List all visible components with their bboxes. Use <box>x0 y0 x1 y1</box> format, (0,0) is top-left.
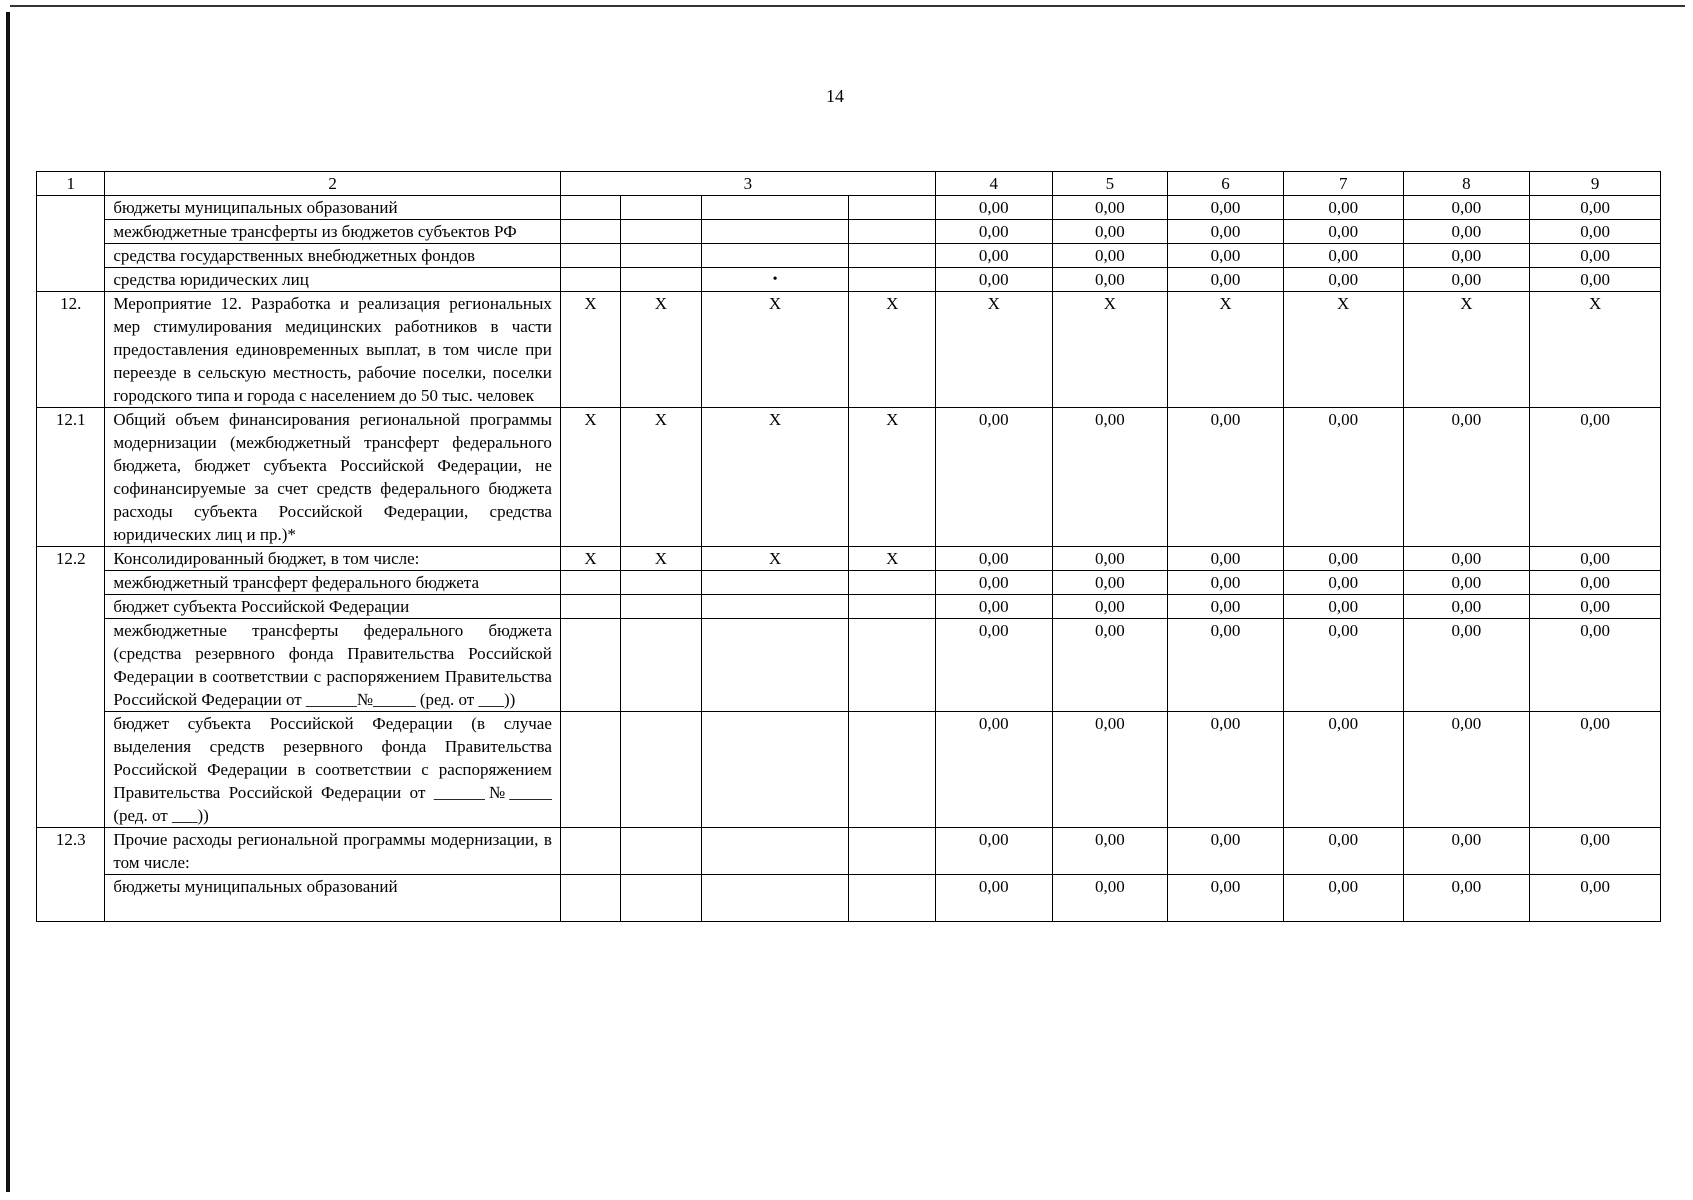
cell-empty <box>621 875 701 922</box>
cell-empty <box>560 712 620 828</box>
cell-empty <box>849 571 935 595</box>
value-cell: 0,00 <box>1168 244 1284 268</box>
row-number: 12.3 <box>37 828 105 922</box>
row-label-municipal-budgets: бюджеты муниципальных образований <box>105 196 561 220</box>
table-row <box>37 244 1661 268</box>
value-cell: 0,00 <box>1403 875 1530 922</box>
value-cell: 0,00 <box>1283 595 1403 619</box>
x-cell: Х <box>1530 292 1661 408</box>
cell-empty <box>560 268 620 292</box>
value-cell: 0,00 <box>1052 244 1168 268</box>
value-cell: 0,00 <box>1168 828 1284 875</box>
table-row <box>37 408 1661 547</box>
cell-empty <box>560 619 620 712</box>
value-cell: 0,00 <box>1530 196 1661 220</box>
cell-empty <box>621 268 701 292</box>
value-cell: 0,00 <box>1052 220 1168 244</box>
value-cell: 0,00 <box>935 196 1052 220</box>
row-label-subject-budget: бюджет субъекта Российской Федерации <box>105 595 561 619</box>
value-cell: 0,00 <box>1403 595 1530 619</box>
value-cell: 0,00 <box>1168 619 1284 712</box>
header-col-4: 4 <box>935 172 1052 196</box>
value-cell: 0,00 <box>1530 712 1661 828</box>
x-cell: Х <box>1283 292 1403 408</box>
value-cell: 0,00 <box>1283 408 1403 547</box>
x-cell: Х <box>701 547 849 571</box>
cell-empty <box>701 712 849 828</box>
value-cell: 0,00 <box>935 712 1052 828</box>
row-label-extrabudget-funds: средства государственных внебюджетных фондов <box>105 244 561 268</box>
value-cell: 0,00 <box>1168 196 1284 220</box>
cell-empty <box>849 712 935 828</box>
table-row <box>37 292 1661 408</box>
value-cell: 0,00 <box>1530 595 1661 619</box>
cell-empty <box>560 196 620 220</box>
value-cell: 0,00 <box>1403 408 1530 547</box>
cell-empty <box>621 244 701 268</box>
value-cell: 0,00 <box>1052 268 1168 292</box>
value-cell: 0,00 <box>1403 712 1530 828</box>
row-label-other-expenses: Прочие расходы региональной программы модернизации, в том числе: <box>105 828 561 875</box>
cell-empty <box>621 712 701 828</box>
value-cell: 0,00 <box>1052 196 1168 220</box>
cell-empty <box>560 595 620 619</box>
value-cell: 0,00 <box>935 828 1052 875</box>
cell-empty <box>849 828 935 875</box>
cell-empty <box>701 571 849 595</box>
table-row <box>37 547 1661 571</box>
cell-empty <box>560 571 620 595</box>
x-cell: Х <box>701 292 849 408</box>
x-cell: Х <box>1168 292 1284 408</box>
cell-empty <box>849 875 935 922</box>
value-cell: 0,00 <box>1403 268 1530 292</box>
row-label-measure-12: Мероприятие 12. Разработка и реализация региональных мер стимулирования медицинских работников в части предоставления единовременных выплат, в том числе при переезде в сельскую местность, рабочие поселки, поселки городского типа и города с населением до 50 тыс. человек <box>105 292 561 408</box>
cell-empty <box>849 196 935 220</box>
value-cell: 0,00 <box>1052 712 1168 828</box>
value-cell: 0,00 <box>1283 571 1403 595</box>
x-cell: Х <box>1052 292 1168 408</box>
value-cell: 0,00 <box>1052 408 1168 547</box>
table-row <box>37 595 1661 619</box>
x-cell: Х <box>621 408 701 547</box>
x-cell: Х <box>849 408 935 547</box>
row-label-subject-budget-reserve: бюджет субъекта Российской Федерации (в случае выделения средств резервного фонда Правительства Российской Федерации в соответствии с распоряжением Правительства Российской Федерации от ______№_____ (ред. от ___)) <box>105 712 561 828</box>
row-label-total-financing: Общий объем финансирования региональной программы модернизации (межбюджетный трансферт федерального бюджета, бюджет субъекта Российской Федерации, не софинансируемые за счет средств федерального бюджета расходы субъекта Российской Федерации, средства юридических лиц и пр.)* <box>105 408 561 547</box>
row-number: 12.2 <box>37 547 105 828</box>
value-cell: 0,00 <box>1283 196 1403 220</box>
value-cell: 0,00 <box>935 244 1052 268</box>
page-left-edge <box>6 12 10 1192</box>
value-cell: 0,00 <box>1403 244 1530 268</box>
row-label-interbudget-transfers: межбюджетные трансферты из бюджетов субъектов РФ <box>105 220 561 244</box>
value-cell: 0,00 <box>1530 875 1661 922</box>
value-cell: 0,00 <box>935 571 1052 595</box>
cell-empty <box>560 828 620 875</box>
row-number-empty <box>37 196 105 292</box>
value-cell: 0,00 <box>1052 875 1168 922</box>
cell-empty <box>560 220 620 244</box>
financing-table <box>36 171 1661 922</box>
value-cell: 0,00 <box>1168 595 1284 619</box>
value-cell: 0,00 <box>1283 220 1403 244</box>
value-cell: 0,00 <box>1168 571 1284 595</box>
value-cell: 0,00 <box>1283 244 1403 268</box>
cell-empty <box>701 619 849 712</box>
header-col-8: 8 <box>1403 172 1530 196</box>
value-cell: 0,00 <box>1168 547 1284 571</box>
row-label-consolidated-budget: Консолидированный бюджет, в том числе: <box>105 547 561 571</box>
dot-mark: • <box>772 272 778 287</box>
value-cell: 0,00 <box>1168 712 1284 828</box>
x-cell: Х <box>935 292 1052 408</box>
row-label-legal-entities: средства юридических лиц <box>105 268 561 292</box>
value-cell: 0,00 <box>1168 408 1284 547</box>
table-row <box>37 619 1661 712</box>
x-cell: Х <box>849 547 935 571</box>
page-top-edge <box>10 5 1685 7</box>
value-cell: 0,00 <box>935 268 1052 292</box>
value-cell: 0,00 <box>1403 619 1530 712</box>
value-cell: 0,00 <box>1403 828 1530 875</box>
table-row <box>37 268 1661 292</box>
value-cell: 0,00 <box>1283 268 1403 292</box>
cell-empty <box>560 244 620 268</box>
header-col-7: 7 <box>1283 172 1403 196</box>
cell-empty <box>701 875 849 922</box>
value-cell: 0,00 <box>935 875 1052 922</box>
cell-empty <box>849 220 935 244</box>
header-col-3: 3 <box>560 172 935 196</box>
x-cell: Х <box>849 292 935 408</box>
page-number: 14 <box>826 86 844 106</box>
value-cell: 0,00 <box>935 220 1052 244</box>
value-cell: 0,00 <box>935 619 1052 712</box>
value-cell: 0,00 <box>1530 619 1661 712</box>
value-cell: 0,00 <box>1052 619 1168 712</box>
value-cell: 0,00 <box>935 595 1052 619</box>
value-cell: 0,00 <box>935 408 1052 547</box>
header-col-9: 9 <box>1530 172 1661 196</box>
value-cell: 0,00 <box>1283 875 1403 922</box>
value-cell: 0,00 <box>1283 547 1403 571</box>
table-row <box>37 220 1661 244</box>
value-cell: 0,00 <box>1530 571 1661 595</box>
value-cell: 0,00 <box>1530 547 1661 571</box>
cell-empty <box>621 828 701 875</box>
cell-empty <box>560 875 620 922</box>
cell-empty <box>621 571 701 595</box>
value-cell: 0,00 <box>1052 595 1168 619</box>
value-cell: 0,00 <box>1530 408 1661 547</box>
cell-empty <box>701 196 849 220</box>
cell-empty <box>849 268 935 292</box>
cell-empty <box>701 595 849 619</box>
value-cell: 0,00 <box>1052 547 1168 571</box>
cell-empty <box>621 196 701 220</box>
x-cell: Х <box>621 292 701 408</box>
table-row <box>37 875 1661 922</box>
value-cell: 0,00 <box>1403 571 1530 595</box>
x-cell: Х <box>701 408 849 547</box>
value-cell: 0,00 <box>1052 571 1168 595</box>
x-cell: Х <box>621 547 701 571</box>
cell-empty <box>621 220 701 244</box>
x-cell: Х <box>560 547 620 571</box>
value-cell: 0,00 <box>1168 268 1284 292</box>
x-cell: Х <box>560 292 620 408</box>
x-cell: Х <box>1403 292 1530 408</box>
header-col-5: 5 <box>1052 172 1168 196</box>
value-cell: 0,00 <box>1283 828 1403 875</box>
row-number: 12. <box>37 292 105 408</box>
header-col-1: 1 <box>37 172 105 196</box>
row-number: 12.1 <box>37 408 105 547</box>
table-row <box>37 712 1661 828</box>
table-row <box>37 196 1661 220</box>
cell-empty <box>701 220 849 244</box>
x-cell: Х <box>560 408 620 547</box>
header-col-2: 2 <box>105 172 561 196</box>
cell-empty <box>621 619 701 712</box>
value-cell: 0,00 <box>1168 875 1284 922</box>
cell-empty <box>621 595 701 619</box>
row-label-federal-transfer: межбюджетный трансферт федерального бюджета <box>105 571 561 595</box>
value-cell: 0,00 <box>1168 220 1284 244</box>
value-cell: 0,00 <box>1283 619 1403 712</box>
table-row <box>37 571 1661 595</box>
header-row <box>37 172 1661 196</box>
cell-with-dot <box>701 268 849 292</box>
header-col-6: 6 <box>1168 172 1284 196</box>
cell-empty <box>701 244 849 268</box>
value-cell: 0,00 <box>1530 244 1661 268</box>
cell-empty <box>701 828 849 875</box>
value-cell: 0,00 <box>1403 547 1530 571</box>
value-cell: 0,00 <box>1403 196 1530 220</box>
row-label-reserve-fund-transfers: межбюджетные трансферты федерального бюджета (средства резервного фонда Правительства Российской Федерации в соответствии с распоряжением Правительства Российской Федерации от ______№_____ (ред. от ___)) <box>105 619 561 712</box>
row-label-municipal-budgets-2: бюджеты муниципальных образований <box>105 875 561 922</box>
cell-empty <box>849 619 935 712</box>
value-cell: 0,00 <box>1403 220 1530 244</box>
value-cell: 0,00 <box>1052 828 1168 875</box>
value-cell: 0,00 <box>1530 828 1661 875</box>
cell-empty <box>849 244 935 268</box>
table-row <box>37 828 1661 875</box>
cell-empty <box>849 595 935 619</box>
value-cell: 0,00 <box>935 547 1052 571</box>
value-cell: 0,00 <box>1283 712 1403 828</box>
value-cell: 0,00 <box>1530 220 1661 244</box>
value-cell: 0,00 <box>1530 268 1661 292</box>
